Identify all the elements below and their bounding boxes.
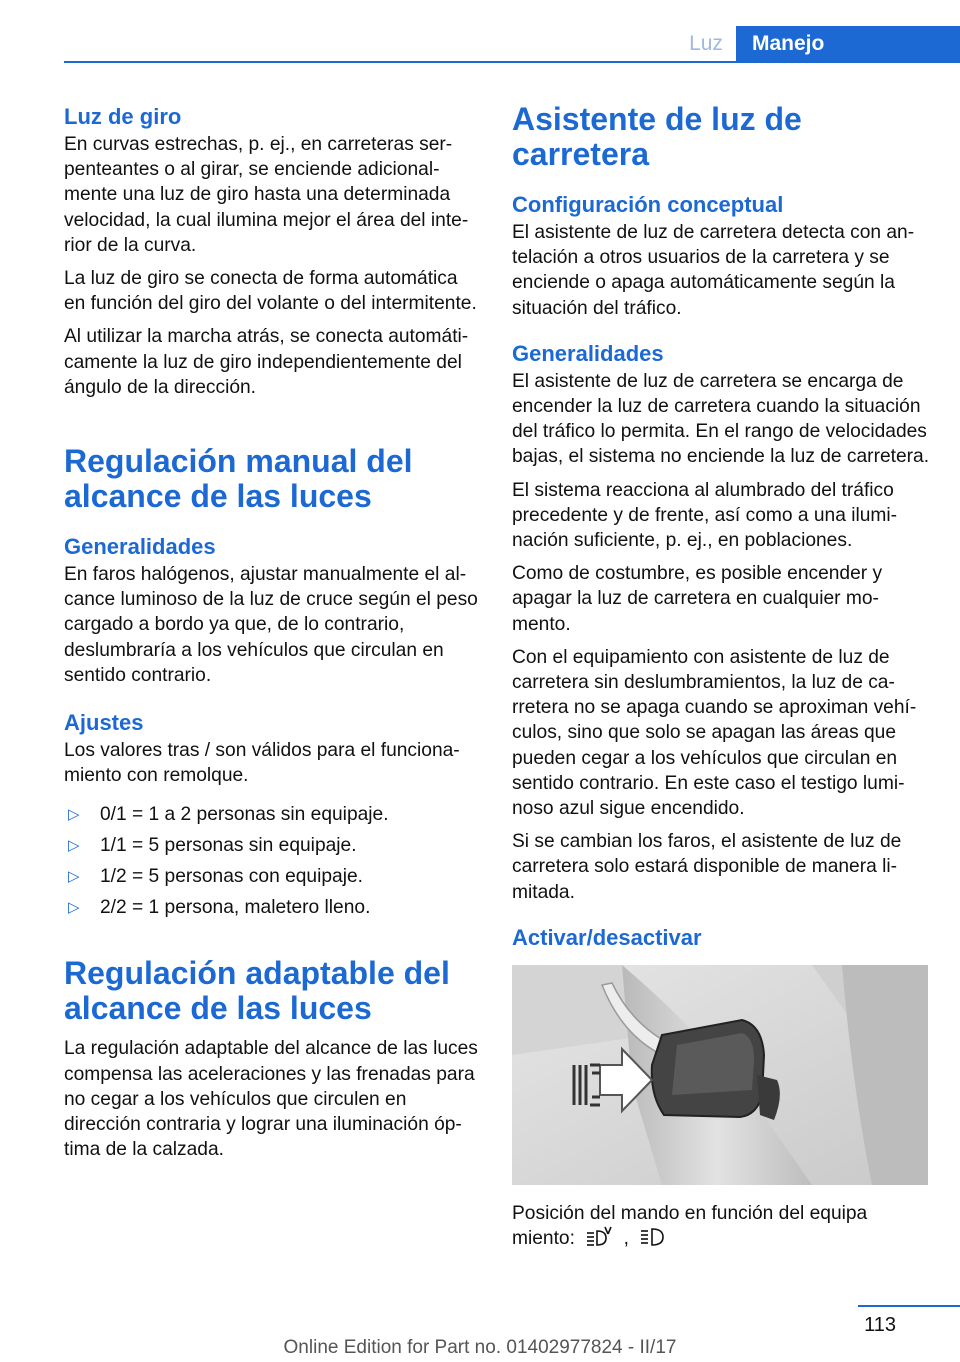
steering-column-stalk-image: [512, 965, 928, 1185]
high-beam-assistant-icon: [640, 1226, 666, 1255]
right-column: [512, 102, 930, 1255]
luz-de-giro-heading: Luz de giro: [64, 104, 182, 129]
page-number: 113: [864, 1314, 896, 1336]
bullet-triangle-icon: ▷: [68, 868, 80, 886]
header-section-label: Luz: [689, 32, 723, 55]
stalk-illustration: [512, 965, 928, 1185]
bullet-triangle-icon: ▷: [68, 899, 80, 917]
config-conceptual-paragraph: El asistente de luz de carretera detecta con antelación a otros usuarios de la carretera y se enciende o apaga automáticamente según la situación del tráfico.: [512, 222, 915, 319]
list-item: ▷ 0/1 = 1 a 2 personas sin equipaje.: [68, 804, 389, 826]
adaptive-regulation-heading: Regulación adaptable del alcance de las luces: [64, 955, 450, 1027]
list-item: ▷ 2/2 = 1 persona, maletero lleno.: [68, 897, 371, 919]
high-beam-assistant-a-icon: [586, 1226, 612, 1255]
ajustes-heading: Ajustes: [64, 710, 144, 736]
ajustes-paragraph: Los valores tras / son válidos para el funcionamiento con remolque.: [64, 740, 460, 787]
config-conceptual-heading: Configuración conceptual: [512, 192, 784, 217]
header-rule: [64, 61, 960, 63]
footer-rule: [858, 1305, 960, 1307]
image-caption-line-1: Posición del mando en función del equipa: [512, 1202, 868, 1224]
high-beam-assistant-heading: Asistente de luz de carretera: [512, 101, 802, 172]
list-item: ▷ 1/1 = 5 personas sin equipaje.: [68, 835, 357, 857]
luz-de-giro-paragraph-1: En curvas estrechas, p. ej., en carreteras serpenteantes o al girar, se enciende adicionalmente una luz de giro hasta una determinada velocidad, la cual ilumina mejor el área del interior de la curva.: [64, 134, 469, 256]
luz-de-giro-paragraph-3: Al utilizar la marcha atrás, se conecta automáticamente la luz de giro independientemente del ángulo de la dirección.: [64, 326, 469, 398]
bullet-triangle-icon: ▷: [68, 837, 80, 855]
adaptive-regulation-paragraph: La regulación adaptable del alcance de las luces compensa las aceleraciones y las frenadas para no cegar a los vehículos que circulen en dirección contraria y lograr una iluminación óptima de la calzada.: [64, 1038, 478, 1161]
luz-de-giro-paragraph-2: La luz de giro se conecta de forma automática en función del giro del volante o del intermitente.: [64, 268, 477, 315]
bullet-triangle-icon: ▷: [68, 806, 80, 824]
list-item: ▷ 1/2 = 5 personas con equipaje.: [68, 866, 363, 888]
image-caption-line-2: miento: ,: [512, 1226, 930, 1255]
manual-regulation-heading: Regulación manual del alcance de las luces: [64, 443, 413, 515]
manual-generalidades-paragraph: En faros halógenos, ajustar manualmente el alcance luminoso de la luz de cruce según el peso cargado a bordo ya que, de lo contrario, deslumbraría a los vehículos que circulan en sentido contrario.: [64, 564, 478, 686]
generalidades-paragraph-4: Con el equipamiento con asistente de luz de carretera sin deslumbramientos, la luz de carretera no se apaga cuando se aproximan vehículos, sino que solo se apagan las áreas que pueden cegar a los vehículos que circulan en sentido contrario. En este caso el testigo luminoso azul sigue encendido.: [512, 646, 917, 820]
generalidades-paragraph-5: Si se cambian los faros, el asistente de luz de carretera solo estará disponible de manera limitada.: [512, 831, 902, 903]
left-column: [64, 102, 482, 1170]
activar-desactivar-heading: Activar/desactivar: [512, 924, 702, 950]
ajustes-list: [64, 802, 482, 920]
manual-generalidades-heading: Generalidades: [64, 534, 216, 560]
generalidades-paragraph-1: El asistente de luz de carretera se encarga de encender la luz de carretera cuando la situación del tráfico lo permita. En el rango de velocidades bajas, el sistema no enciende la luz de carretera.: [512, 370, 930, 468]
generalidades-paragraph-2: El sistema reacciona al alumbrado del tráfico precedente y de frente, así como a una iluminación suficiente, p. ej., en poblaciones.: [512, 479, 898, 552]
generalidades-paragraph-3: Como de costumbre, es posible encender y apagar la luz de carretera en cualquier momento.: [512, 563, 883, 635]
generalidades-heading: Generalidades: [512, 340, 664, 366]
edition-footer: Online Edition for Part no. 01402977824 - II/17: [283, 1337, 677, 1358]
header-chapter-tab: Manejo: [736, 26, 960, 61]
